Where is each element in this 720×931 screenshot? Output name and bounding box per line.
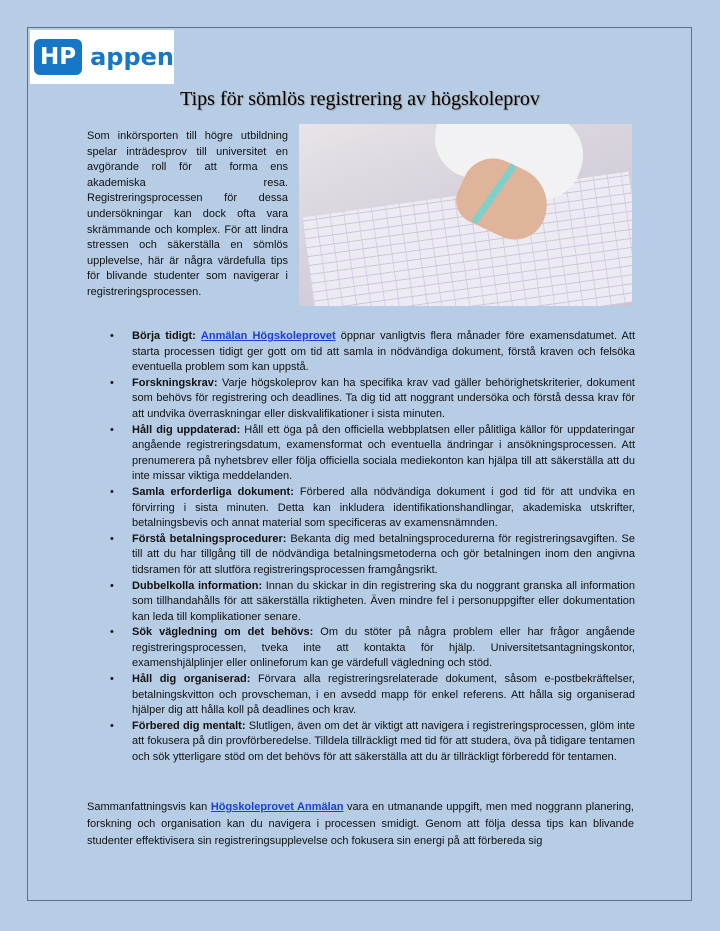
tip-text: Förvara alla registreringsrelaterade dokument, såsom e-postbekräftelser, betalningskvitton och provscheman, i en avsedd mapp för enkel referens. Att hålla sig organiserad hjälper dig att hålla koll på deadlines och krav. <box>132 673 635 717</box>
tip-label: Sök vägledning om det behövs: <box>132 626 314 639</box>
logo-wordmark: appen <box>90 43 174 71</box>
list-item <box>110 719 635 766</box>
list-item <box>110 376 635 423</box>
bullet-icon: • <box>110 532 114 545</box>
exam-photo <box>299 124 632 306</box>
tip-label: Förbered dig mentalt: <box>132 719 246 732</box>
tip-label: Samla erforderliga dokument: <box>132 485 294 498</box>
logo[interactable] <box>30 30 174 84</box>
intro-paragraph: Som inkörsporten till högre utbildning spelar inträdesprov till universitet en avgörande roll för att forma ens akademiska resa. Registreringsprocessen för dessa undersökningar kan dock ofta vara skrämmande och komplex. För att lindra stressen och säkerställa en sömlös upplevelse, här är några värdefulla tips för blivande studenter som navigerar i registreringsprocessen. <box>87 130 288 298</box>
bullet-icon: • <box>110 579 114 592</box>
tip-label: Håll dig organiserad: <box>132 673 251 686</box>
tip-text: Om du stöter på några problem eller har frågor angående registreringsprocessen, tveka inte att kontakta för hjälp. Universitetsantagningskontor, examenshjälplinjer eller onlineforum kan ge värdefull vägledning och stöd. <box>132 626 635 670</box>
list-item <box>110 329 635 376</box>
bullet-icon: • <box>110 719 114 732</box>
bullet-icon: • <box>110 376 114 389</box>
bullet-icon: • <box>110 673 114 686</box>
logo-hp-mark: HP <box>34 39 82 75</box>
tip-label: Dubbelkolla information: <box>132 579 263 592</box>
list-item <box>110 423 635 485</box>
bullet-icon: • <box>110 485 114 498</box>
list-item <box>110 672 635 719</box>
tip-text: Slutligen, även om det är viktigt att navigera i registreringsprocessen, glöm inte att fokusera på din provförberedelse. Tilldela tillräckligt med tid för att studera, öva på tidigare tentamen och sök ytterligare stöd om det behövs för att säkerställa att du är tillräckligt förberedd för tentamen. <box>132 719 636 764</box>
tip-text: Håll ett öga på den officiella webbplatsen eller pålitliga källor för uppdateringar angående registreringsdatum, examensformat och eventuella ändringar i ansökningsprocessen. Att prenumerera på nyhetsbrev eller följa officiella sociala mediekonton kan hjälpa till att säkerställa att du inte missar viktiga meddelanden. <box>132 423 635 483</box>
tips-list <box>110 329 635 766</box>
list-item <box>110 485 635 532</box>
list-item <box>110 579 635 626</box>
page-title: Tips för sömlös registrering av högskoleprov <box>180 88 540 110</box>
tip-text: Bekanta dig med betalningsprocedurerna för registreringsavgiften. Se till att du har tillgång till de nödvändiga betalningsmetoderna och gör betalningen inom den angivna tidsramen för att slutföra registreringsprocessen framgångsrikt. <box>132 532 635 576</box>
summary-text-end: vara en utmanande uppgift, men med noggrann planering, forskning och organisation kan du navigera i processen smidigt. Genom att följa dessa tips kan blivande studenter effektivisera sin registreringsupplevelse och fokusera sin energi på att förbereda sig <box>87 801 634 847</box>
tip-text: Varje högskoleprov kan ha specifika krav vad gäller behörighetskriterier, dokument som behövs för registrering och deadlines. Ta dig tid att noggrant undersöka och förstå dessa krav för att undvika överraskningar eller diskvalifikationer i sista minuten. <box>132 376 635 420</box>
anmalan-hogskoleprovet-link[interactable]: Anmälan Högskoleprovet <box>200 330 336 342</box>
tip-label: Förstå betalningsprocedurer: <box>132 532 287 545</box>
tip-text: öppnar vanligtvis flera månader före examensdatumet. Att starta processen tidigt ger gott om tid att samla in nödvändiga dokument, förstå kraven och felsöka eventuella problem som kan uppstå. <box>132 330 636 374</box>
list-item <box>110 532 635 579</box>
bullet-icon: • <box>110 330 114 342</box>
tip-label: Forskningskrav: <box>132 376 218 389</box>
tip-text: Förbered alla nödvändiga dokument i god tid för att undvika en förvirring i sista minuten. Detta kan inkludera identifikationshandlingar, akademiska utskrifter, betalningsbevis och annat material som specificeras av examensnämnden. <box>132 485 635 530</box>
tip-label: Håll dig uppdaterad: <box>132 423 241 436</box>
list-item <box>110 625 635 672</box>
tip-label: Börja tidigt: <box>132 330 196 342</box>
summary-paragraph <box>87 799 634 850</box>
tip-text: Innan du skickar in din registrering ska du noggrant granska all information som tillhandahålls för att säkerställa riktigheten. Även mindre fel i personuppgifter eller dokumentation kan leda till komplikationer senare. <box>132 579 635 623</box>
bullet-icon: • <box>110 626 114 639</box>
summary-text-start: Sammanfattningsvis kan <box>87 801 208 813</box>
bullet-icon: • <box>110 423 114 436</box>
hogskoleprovet-anmalan-link[interactable]: Högskoleprovet Anmälan <box>210 801 344 813</box>
